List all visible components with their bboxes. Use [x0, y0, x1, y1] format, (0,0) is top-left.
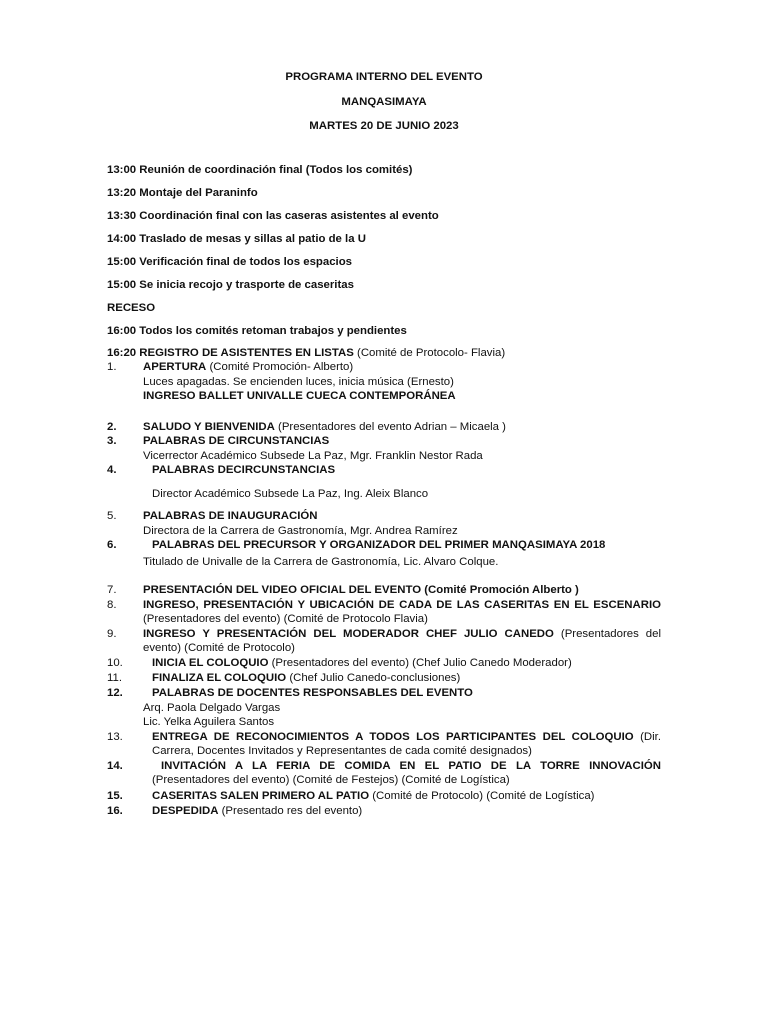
item-number: 13. [107, 731, 123, 743]
item-title: PALABRAS DECIRCUNSTANCIAS [152, 464, 336, 476]
item-title: INGRESO Y PRESENTACIÓN DEL MODERADOR CHEF JULIO CANEDO [143, 628, 554, 640]
item-title: INGRESO, PRESENTACIÓN Y UBICACIÓN DE CADA DE LAS CASERITAS EN EL ESCENARIO [143, 599, 661, 611]
item-number: 7. [107, 584, 117, 596]
item-title-line [143, 420, 506, 435]
item-title: DESPEDIDA [152, 805, 219, 817]
item-detail: (Presentado res del evento) [218, 805, 363, 817]
item-subline: Vicerrector Académico Subsede La Paz, Mgr. Franklin Nestor Rada [143, 450, 483, 462]
item-subline: Lic. Yelka Aguilera Santos [143, 716, 275, 728]
schedule-line: 15:00 Se inicia recojo y trasporte de caseritas [107, 279, 354, 291]
item-subline: Directora de la Carrera de Gastronomía, Mgr. Andrea Ramírez [143, 525, 458, 537]
item-number: 4. [107, 464, 117, 476]
schedule-line: 13:30 Coordinación final con las caseras asistentes al evento [107, 210, 439, 222]
item-number: 8. [107, 599, 117, 611]
document-title: PROGRAMA INTERNO DEL EVENTO [285, 71, 483, 83]
item-number: 12. [107, 687, 123, 699]
item-number: 14. [107, 760, 123, 772]
item-detail: (Presentadores del [553, 628, 661, 640]
item-title: FINALIZA EL COLOQUIO [152, 672, 287, 684]
event-date: MARTES 20 DE JUNIO 2023 [309, 120, 459, 132]
item-number: 9. [107, 628, 117, 640]
item-title: PRESENTACIÓN DEL VIDEO OFICIAL DEL EVENTO (Comité Promoción Alberto ) [143, 584, 579, 596]
registro-title: 16:20 REGISTRO DE ASISTENTES EN LISTAS [107, 347, 354, 359]
item-subline: evento) (Comité de Protocolo) [143, 642, 295, 654]
item-title-line [152, 671, 460, 686]
schedule-line-receso: RECESO [107, 302, 156, 314]
item-title: PALABRAS DE INAUGURACIÓN [143, 510, 318, 522]
item-title: ENTREGA DE RECONOCIMIENTOS A TODOS LOS PARTICIPANTES DEL COLOQUIO [152, 731, 634, 743]
item-number: 6. [107, 539, 117, 551]
item-title-line [143, 627, 661, 642]
item-title: PALABRAS DE DOCENTES RESPONSABLES DEL EVENTO [152, 687, 473, 699]
registro-line [107, 346, 505, 361]
item-title: PALABRAS DE CIRCUNSTANCIAS [143, 435, 330, 447]
item-detail: (Comité de Protocolo) (Comité de Logística) [369, 790, 595, 802]
item-title-line [143, 360, 353, 375]
item-detail: (Dir. [633, 731, 662, 743]
event-name: MANQASIMAYA [341, 96, 427, 108]
item-detail: (Comité Promoción- Alberto) [206, 361, 354, 373]
item-number: 5. [107, 510, 117, 522]
item-title: INVITACIÓN A LA FERIA DE COMIDA EN EL PATIO DE LA TORRE INNOVACIÓN [161, 760, 661, 772]
item-subline: Arq. Paola Delgado Vargas [143, 702, 281, 714]
item-detail: (Chef Julio Canedo-conclusiones) [286, 672, 461, 684]
item-number: 15. [107, 790, 123, 802]
item-number: 1. [107, 361, 117, 373]
item-title: CASERITAS SALEN PRIMERO AL PATIO [152, 790, 370, 802]
item-title: PALABRAS DEL PRECURSOR Y ORGANIZADOR DEL PRIMER MANQASIMAYA 2018 [152, 539, 606, 551]
registro-detail: (Comité de Protocolo- Flavia) [353, 347, 506, 359]
item-title: INICIA EL COLOQUIO [152, 657, 269, 669]
item-number: 10. [107, 657, 123, 669]
item-subline: Carrera, Docentes Invitados y Representantes de cada comité designados) [152, 745, 532, 757]
schedule-line: 14:00 Traslado de mesas y sillas al patio de la U [107, 233, 366, 245]
item-subline: (Presentadores del evento) (Comité de Festejos) (Comité de Logística) [152, 774, 510, 786]
item-title-line [152, 804, 362, 819]
item-detail: (Presentadores del evento Adrian – Micaela ) [274, 421, 506, 433]
item-title: SALUDO Y BIENVENIDA [143, 421, 275, 433]
item-subline: Titulado de Univalle de la Carrera de Gastronomía, Lic. Alvaro Colque. [143, 556, 499, 568]
item-title-line [152, 789, 594, 804]
item-number: 3. [107, 435, 117, 447]
schedule-line: 15:00 Verificación final de todos los espacios [107, 256, 352, 268]
item-title-line [152, 656, 572, 671]
schedule-line: 13:20 Montaje del Paraninfo [107, 187, 258, 199]
schedule-line: 16:00 Todos los comités retoman trabajos y pendientes [107, 325, 407, 337]
item-detail: (Presentadores del evento) (Chef Julio Canedo Moderador) [268, 657, 572, 669]
item-subline-bold: INGRESO BALLET UNIVALLE CUECA CONTEMPORÁNEA [143, 390, 456, 402]
item-title: APERTURA [143, 361, 207, 373]
item-title-line [152, 730, 661, 745]
item-subline: Director Académico Subsede La Paz, Ing. Aleix Blanco [152, 488, 429, 500]
item-number: 2. [107, 421, 117, 433]
schedule-line: 13:00 Reunión de coordinación final (Todos los comités) [107, 164, 413, 176]
item-subline: Luces apagadas. Se encienden luces, inicia música (Ernesto) [143, 376, 454, 388]
item-number: 11. [107, 672, 122, 684]
item-number: 16. [107, 805, 123, 817]
item-subline: (Presentadores del evento) (Comité de Protocolo Flavia) [143, 613, 428, 625]
